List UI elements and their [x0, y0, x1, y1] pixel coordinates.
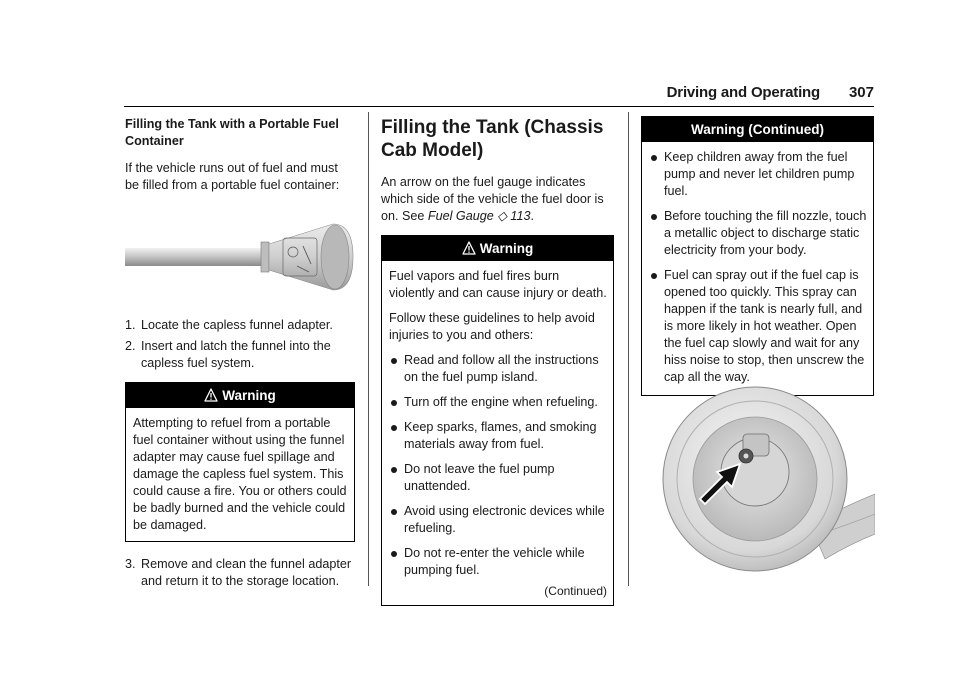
list-item: Keep sparks, flames, and smoking materials away from fuel.	[389, 419, 607, 453]
bullet-icon	[651, 273, 657, 279]
list-item: 2. Insert and latch the funnel into the capless fuel system.	[125, 339, 331, 370]
intro-paragraph: If the vehicle runs out of fuel and must be filled from a portable fuel container:	[125, 161, 340, 192]
warning-header: Warning (Continued)	[642, 117, 873, 142]
warning-box	[381, 235, 614, 606]
warning-icon	[462, 241, 476, 255]
steps-list-continued	[125, 556, 355, 590]
warning-bullets	[389, 352, 607, 579]
warning-bullets	[649, 149, 867, 386]
page-ref-icon: ◇	[497, 209, 507, 223]
list-item: 1. Locate the capless funnel adapter.	[125, 318, 333, 332]
bullet-icon	[391, 509, 397, 515]
column-divider-2	[628, 112, 629, 586]
bullet-icon	[391, 467, 397, 473]
list-item: Do not leave the fuel pump unattended.	[389, 461, 607, 495]
warning-text: Fuel vapors and fuel fires burn violently and can cause injury or death.	[389, 269, 607, 300]
warning-text: Follow these guidelines to help avoid injuries to you and others:	[389, 311, 595, 342]
warning-box	[125, 382, 355, 542]
cross-reference-link[interactable]: Fuel Gauge ◇ 113	[427, 209, 531, 223]
warning-box-continued	[641, 116, 874, 396]
steps-list	[125, 317, 355, 372]
warning-header: Warning	[126, 383, 354, 408]
continued-label: (Continued)	[544, 584, 607, 598]
funnel-adapter-illustration	[125, 222, 355, 292]
list-item: Keep children away from the fuel pump and never let children pump fuel.	[649, 149, 867, 200]
warning-text: Attempting to refuel from a portable fuel container without using the funnel adapter may cause fuel spillage and damage the capless fuel system. This could cause a fire. You or others could be badly burned and the vehicle could be damaged.	[133, 416, 347, 532]
bullet-icon	[391, 425, 397, 431]
page-header	[0, 82, 960, 110]
list-item: 3. Remove and clean the funnel adapter and return it to the storage location.	[125, 557, 352, 588]
column-2	[381, 116, 614, 620]
bullet-icon	[651, 214, 657, 220]
list-item: Turn off the engine when refueling.	[389, 394, 607, 411]
warning-header: Warning	[382, 236, 613, 261]
column-divider-1	[368, 112, 369, 586]
subsection-heading: Filling the Tank with a Portable Fuel Container	[125, 117, 339, 148]
column-3	[641, 116, 874, 410]
fuel-cap-illustration	[660, 384, 875, 584]
bullet-icon	[391, 551, 397, 557]
list-item: Avoid using electronic devices while refueling.	[389, 503, 607, 537]
section-title: Driving and Operating	[666, 84, 820, 101]
bullet-icon	[391, 400, 397, 406]
warning-icon	[204, 388, 218, 402]
list-item: Do not re-enter the vehicle while pumping fuel.	[389, 545, 607, 579]
section-heading: Filling the Tank (Chassis Cab Model)	[381, 117, 604, 161]
list-item: Read and follow all the instructions on the fuel pump island.	[389, 352, 607, 386]
list-item: Fuel can spray out if the fuel cap is opened too quickly. This spray can happen if the tank is nearly full, and is more likely in hot weather. Open the fuel cap slowly and wait for any hiss noise to stop, then unscrew the cap all the way.	[649, 267, 867, 386]
column-1	[125, 116, 355, 600]
header-rule	[124, 106, 874, 107]
intro-paragraph: An arrow on the fuel gauge indicates which side of the vehicle the fuel door is on. See Fuel Gauge ◇ 113.	[381, 175, 604, 223]
bullet-icon	[651, 155, 657, 161]
bullet-icon	[391, 358, 397, 364]
list-item: Before touching the fill nozzle, touch a metallic object to discharge static electricity from your body.	[649, 208, 867, 259]
page-number: 307	[848, 84, 874, 101]
